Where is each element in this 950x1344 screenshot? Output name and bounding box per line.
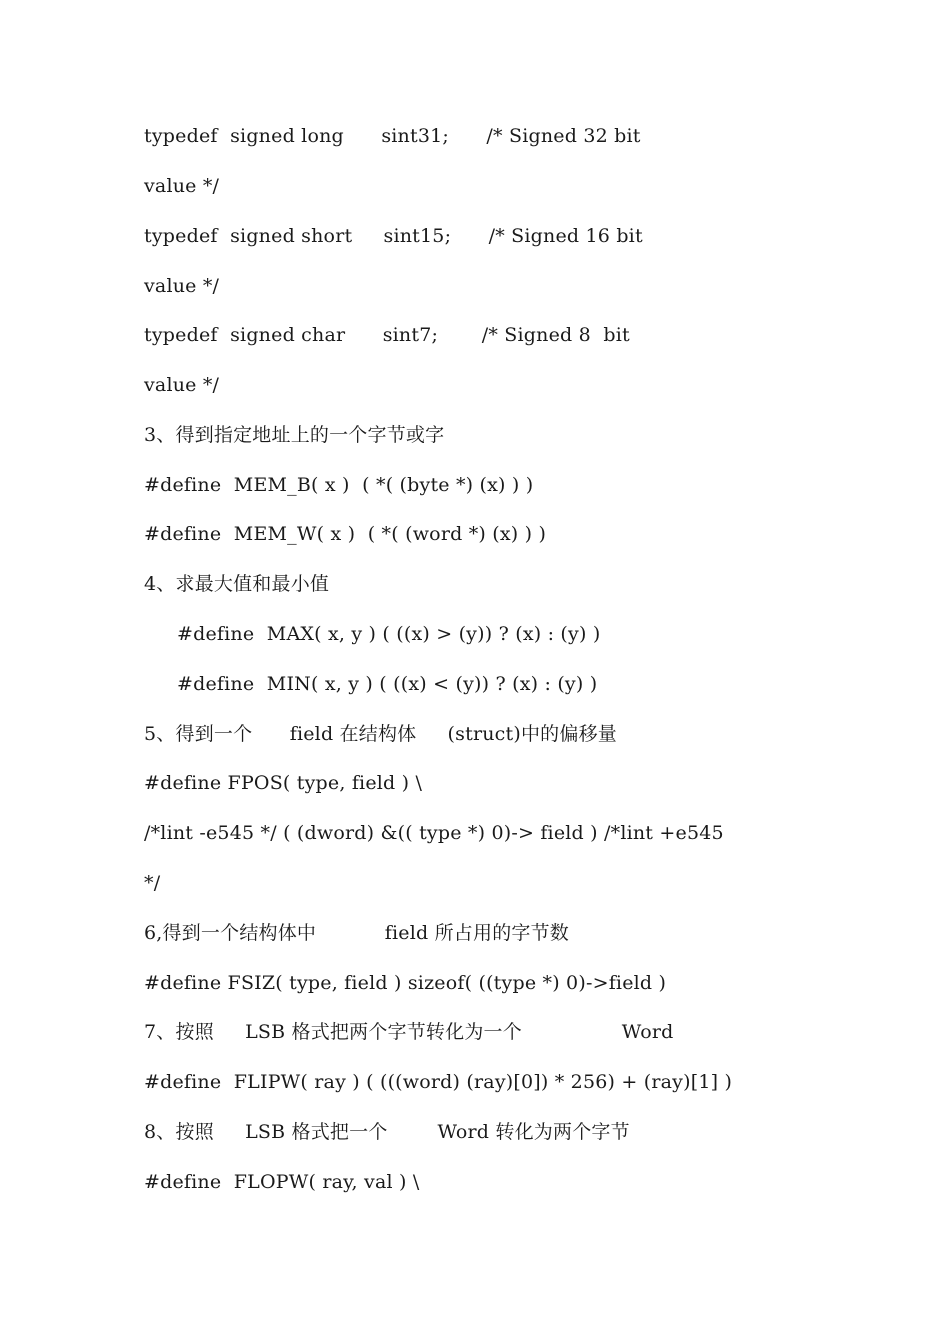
code-line-comment-continuation: value */ <box>144 275 220 297</box>
section-heading-5: 5、得到一个 field 在结构体 (struct)中的偏移量 <box>144 723 617 745</box>
code-line-fpos-body: /*lint -e545 */ ( (dword) &(( type *) 0)-> field ) /*lint +e545 <box>144 822 724 844</box>
code-line-typedef-sint31: typedef signed long sint31; /* Signed 32 bit <box>144 125 641 147</box>
code-line-typedef-sint7: typedef signed char sint7; /* Signed 8 bit <box>144 324 630 346</box>
code-line-mem-w: #define MEM_W( x ) ( *( (word *) (x) ) ) <box>144 523 547 545</box>
section-heading-8: 8、按照 LSB 格式把一个 Word 转化为两个字节 <box>144 1121 630 1143</box>
code-line-mem-b: #define MEM_B( x ) ( *( (byte *) (x) ) ) <box>144 474 534 496</box>
code-line-comment-continuation: value */ <box>144 175 220 197</box>
section-heading-6: 6,得到一个结构体中 field 所占用的字节数 <box>144 922 569 944</box>
section-heading-3: 3、得到指定地址上的一个字节或字 <box>144 424 445 446</box>
code-line-comment-continuation: value */ <box>144 374 220 396</box>
code-line-fsiz: #define FSIZ( type, field ) sizeof( ((type *) 0)->field ) <box>144 972 667 994</box>
code-line-fpos: #define FPOS( type, field ) \ <box>144 772 423 794</box>
code-line-max: #define MAX( x, y ) ( ((x) > (y)) ? (x) : (y) ) <box>177 623 601 645</box>
code-line-typedef-sint15: typedef signed short sint15; /* Signed 16 bit <box>144 225 643 247</box>
section-heading-7: 7、按照 LSB 格式把两个字节转化为一个 Word <box>144 1021 674 1043</box>
code-line-flopw: #define FLOPW( ray, val ) \ <box>144 1171 420 1193</box>
code-line-min: #define MIN( x, y ) ( ((x) < (y)) ? (x) : (y) ) <box>177 673 598 695</box>
code-line-comment-end: */ <box>144 872 161 894</box>
code-line-flipw: #define FLIPW( ray ) ( (((word) (ray)[0]) * 256) + (ray)[1] ) <box>144 1071 733 1093</box>
section-heading-4: 4、求最大值和最小值 <box>144 573 330 595</box>
